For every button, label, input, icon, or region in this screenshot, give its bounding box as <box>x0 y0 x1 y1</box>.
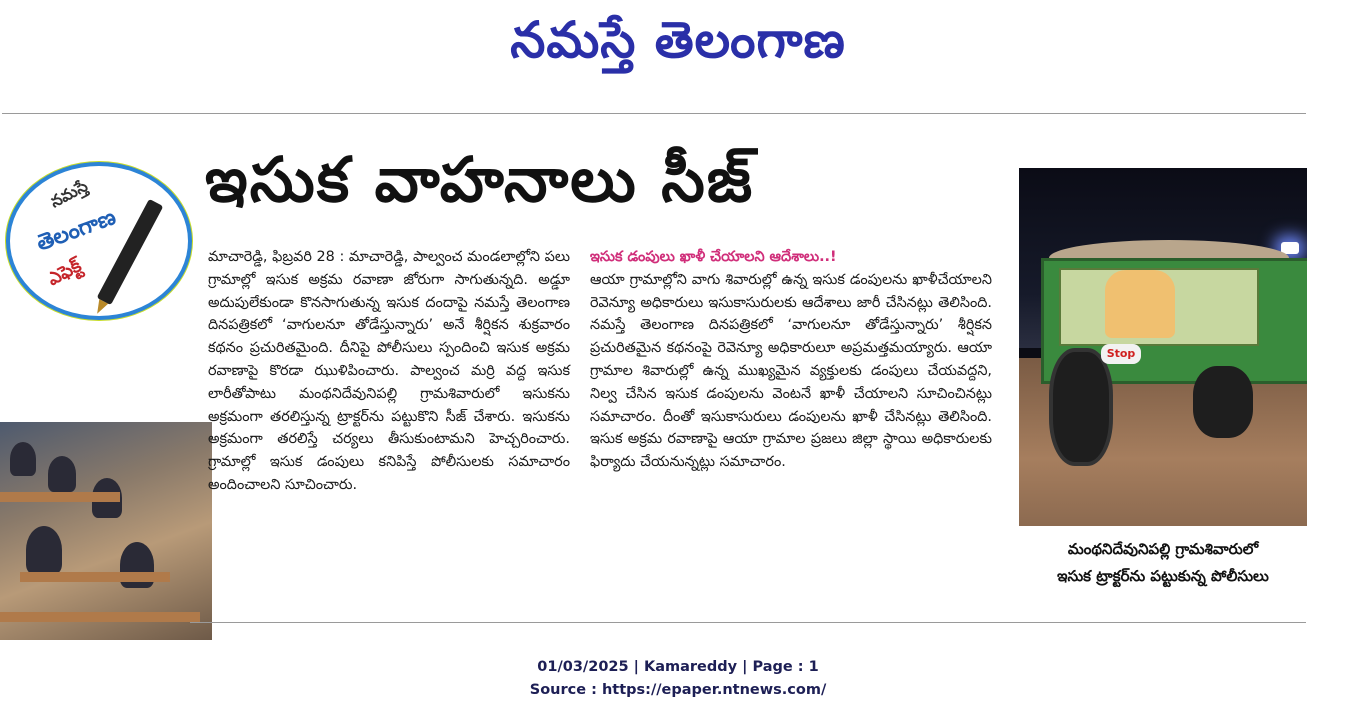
top-divider <box>2 113 1306 114</box>
badge-line-2: తెలంగాణ <box>33 204 120 257</box>
masthead-title: నమస్తే తెలంగాణ <box>510 11 846 69</box>
footer-source-link[interactable]: Source : https://epaper.ntnews.com/ <box>529 682 827 698</box>
desk <box>20 572 170 582</box>
badge-line-1: నమస్తే <box>46 176 91 212</box>
wheel-icon <box>1193 366 1253 438</box>
page-footer <box>0 656 1356 702</box>
telangana-effect-badge <box>6 162 192 320</box>
photo-caption <box>1019 536 1307 590</box>
caption-line-1: మంథనిదేవునిపల్లి గ్రామశివారులో <box>1067 540 1259 558</box>
bottom-divider <box>190 622 1306 623</box>
article-paragraph: మాచారెడ్డి, ఫిబ్రవరి 28 : మాచారెడ్డి, పాల్వంచ మండలాల్లోని పలు గ్రామాల్లో ఇసుక అక్రమ రవాణా జోరుగా సాగుతున్నది. అడ్డూ అదుపులేకుండా కొనసాగుతున్న ఇసుక దందాపై నమస్తే తెలంగాణ దినపత్రికలో ‘వాగులనూ తోడేస్తున్నారు’ అనే శీర్షికన శుక్రవారం కథనం ప్రచురితమైంది. దీనిపై పోలీసులు స్పందించి ఇసుక అక్రమ రవాణాపై కొరడా ఝుళిపించారు. పాల్వంచ మర్రి వద్ద ఇసుక లారీతోపాటు మంథనిదేవునిపల్లి గ్రామశివారులో ఇసుకను అక్రమంగా తరలిస్తున్న ట్రాక్టర్‌ను పట్టుకొని సీజ్ చేశారు. ఇసుకను అక్రమంగా తరలిస్తే చర్యలు తీసుకుంటామని హెచ్చరించారు. గ్రామాల్లో ఇసుక డంపులు కనిపిస్తే పోలీసులకు సమాచారం అందించాలని సూచించారు. <box>208 249 570 493</box>
article-subheading: ఇసుక డంపులు ఖాళీ చేయాలని ఆదేశాలు..! <box>590 249 837 265</box>
badge-line-3: ఎఫెక్ట్ <box>44 255 85 291</box>
painted-figure <box>1105 270 1175 338</box>
classroom-photo <box>0 422 212 640</box>
student-figure <box>10 442 36 476</box>
caption-line-2: ఇసుక ట్రాక్టర్‌ను పట్టుకున్న పోలీసులు <box>1057 567 1269 585</box>
desk <box>0 612 200 622</box>
article-paragraph: ఆయా గ్రామాల్లోని వాగు శివారుల్లో ఉన్న ఇసుక డంపులను ఖాళీచేయాలని రెవెన్యూ అధికారులు ఇసుకాసురులకు ఆదేశాలు జారీ చేసినట్లు తెలిసింది. నమస్తే తెలంగాణ దినపత్రికలో ‘వాగులనూ తోడేస్తున్నారు’ శీర్షికన ప్రచురితమైన కథనంపై రెవెన్యూ అధికారులూ అప్రమత్తమయ్యారు. ఆయా గ్రామాల శివారుల్లో ఉన్న ముఖ్యమైన వ్యక్తులకు డంపులు చేయవద్దని, నిల్వ చేసిన ఇసుక డంపులను వెంటనే ఖాళీ చేయాలని సూచించినట్లు సమాచారం. దీంతో ఇసుకాసురులు డంపులను ఖాళీ చేసినట్లు తెలిసింది. ఇసుక అక్రమ రవాణాపై ఆయా గ్రామాల ప్రజలు జిల్లా స్థాయి అధికారులకు ఫిర్యాదు చేయనున్నట్లు సమాచారం. <box>590 271 992 471</box>
article-column-1 <box>208 246 570 497</box>
stop-sticker: Stop <box>1101 344 1141 364</box>
article-headline: ఇసుక వాహనాలు సీజ్ <box>205 143 755 216</box>
tractor-photo <box>1019 168 1307 526</box>
wheel-icon <box>1049 348 1113 466</box>
effect-graphic <box>0 150 212 640</box>
footer-date-edition: 01/03/2025 | Kamareddy | Page : 1 <box>537 659 819 675</box>
student-figure <box>26 526 62 574</box>
student-figure <box>48 456 76 492</box>
article-column-2 <box>590 246 992 474</box>
desk <box>0 492 120 502</box>
